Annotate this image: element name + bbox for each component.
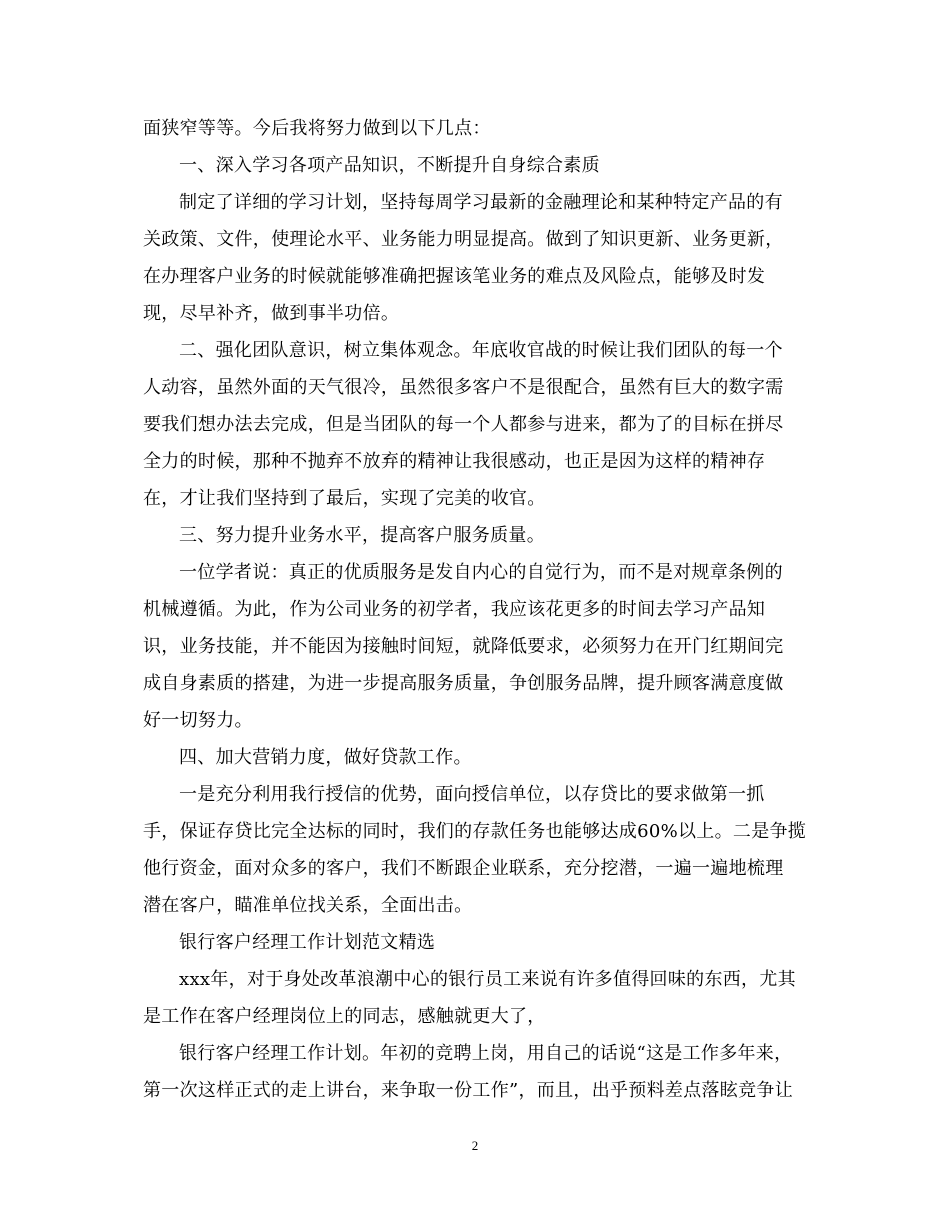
text-line: 机械遵循。为此，作为公司业务的初学者，我应该花更多的时间去学习产品知 xyxy=(143,599,766,620)
text-line: 全力的时候，那种不抛弃不放弃的精神让我很感动，也正是因为这样的精神存 xyxy=(143,451,766,472)
document-title: 银行客户经理工作计划范文精选 xyxy=(179,932,436,953)
text-line: 第一次这样正式的走上讲台，来争取一份工作”，而且，出乎预料差点落眩竞争让 xyxy=(143,1080,793,1101)
text-line: 要我们想办法去完成，但是当团队的每一个人都参与进来，都为了的目标在拼尽 xyxy=(143,414,784,435)
text-line: 一位学者说：真正的优质服务是发自内心的自觉行为，而不是对规章条例的 xyxy=(179,562,783,583)
text-line: 现，尽早补齐，做到事半功倍。 xyxy=(143,303,400,324)
text-line: 人动容，虽然外面的天气很冷，虽然很多客户不是很配合，虽然有巨大的数字需 xyxy=(143,377,784,398)
text-line: 好一切努力。 xyxy=(143,710,253,731)
text-line: 制定了详细的学习计划，坚持每周学习最新的金融理论和某种特定产品的有 xyxy=(179,192,783,213)
text-line: 成自身素质的搭建，为进一步提高服务质量，争创服务品牌，提升顾客满意度做 xyxy=(143,673,784,694)
section-heading: 四、加大营销力度，做好贷款工作。 xyxy=(179,747,472,768)
text-line: 在，才让我们坚持到了最后，实现了完美的收官。 xyxy=(143,488,546,509)
page-number: 2 xyxy=(471,1138,479,1153)
text-line: 面狭窄等等。今后我将努力做到以下几点： xyxy=(143,118,491,139)
text-line: 识，业务技能，并不能因为接触时间短，就降低要求，必须努力在开门红期间完 xyxy=(143,636,784,657)
text-line: 在办理客户业务的时候就能够准确把握该笔业务的难点及风险点，能够及时发 xyxy=(143,266,766,287)
section-heading: 一、深入学习各项产品知识，不断提升自身综合素质 xyxy=(179,155,600,176)
text-line: 手，保证存贷比完全达标的同时，我们的存款任务也能够达成60%以上。二是争揽 xyxy=(143,821,807,842)
text-line: 银行客户经理工作计划。年初的竞聘上岗，用自己的话说“这是工作多年来， xyxy=(179,1043,793,1064)
text-line: 潜在客户，瞄准单位找关系，全面出击。 xyxy=(143,895,473,916)
text-line: 一是充分利用我行授信的优势，面向授信单位，以存贷比的要求做第一抓 xyxy=(179,784,765,805)
section-heading: 二、强化团队意识，树立集体观念。年底收官战的时候让我们团队的每一个 xyxy=(179,340,783,361)
text-line: 关政策、文件，使理论水平、业务能力明显提高。做到了知识更新、业务更新， xyxy=(143,229,784,250)
text-line: 是工作在客户经理岗位上的同志，感触就更大了， xyxy=(143,1006,546,1027)
text-line: 他行资金，面对众多的客户，我们不断跟企业联系，充分挖潜，一遍一遍地梳理 xyxy=(143,858,784,879)
text-line: xxx年，对于身处改革浪潮中心的银行员工来说有许多值得回味的东西，尤其 xyxy=(179,969,796,990)
section-heading: 三、努力提升业务水平，提高客户服务质量。 xyxy=(179,525,545,546)
